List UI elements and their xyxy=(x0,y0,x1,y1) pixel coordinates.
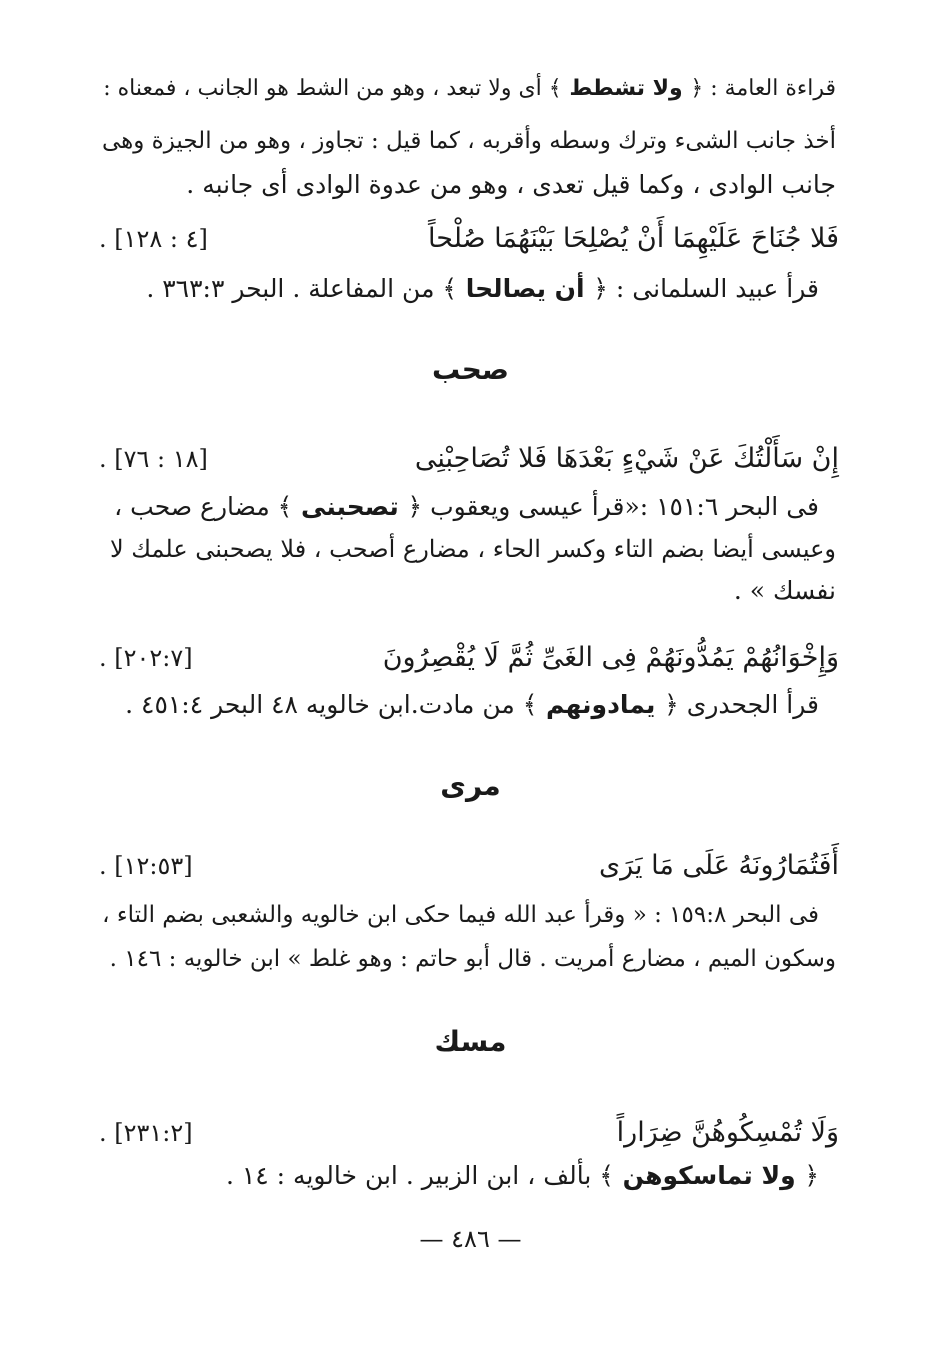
verse-reference: . [١٢:٥٣] xyxy=(99,852,193,880)
text-line: قراءة العامة : ﴿ ولا تشطط ﴾ أى ولا تبعد ، وهو من الشط هو الجانب ، فمعناه : xyxy=(103,76,836,101)
reading-note: قرأ الجحدرى ﴿ يمادونهم ﴾ من مادت.ابن خالويه ٤٨ البحر ٤٥١:٤ . xyxy=(125,690,819,719)
verse-reference: . [٢٠٢:٧] xyxy=(99,644,193,672)
section-heading: مرى xyxy=(440,769,501,802)
text-line: فى البحر ١٥١:٦ :«قرأ عيسى ويعقوب ﴿ تصحبنى ﴾ مضارع صحب ، xyxy=(114,492,819,521)
text-line: وسكون الميم ، مضارع أمريت . قال أبو حاتم : وهو غلط » ابن خالويه : ١٤٦ . xyxy=(109,946,836,972)
reading-note: قرأ عبيد السلمانى : ﴿ أن يصالحا ﴾ من المفاعلة . البحر ٣٦٣:٣ . xyxy=(146,274,819,303)
section-heading: مسك xyxy=(434,1025,507,1058)
verse-reference: . [٢٣١:٢] xyxy=(99,1119,193,1147)
quran-verse-row xyxy=(99,1113,839,1153)
quran-verse-row xyxy=(99,219,839,259)
text-line: فى البحر ١٥٩:٨ : « وقرأ عبد الله فيما حكى ابن خالويه والشعبى بضم التاء ، xyxy=(102,902,819,928)
text-line: جانب الوادى ، وكما قيل تعدى ، وهو من عدوة الوادى أى جانبه . xyxy=(186,170,836,199)
text-line: وعيسى أيضا بضم التاء وكسر الحاء ، مضارع أصحب ، فلا يصحبنى علمك لا xyxy=(109,535,836,563)
page-number: — ٤٨٦ — xyxy=(419,1225,522,1253)
quran-verse-row xyxy=(99,846,839,886)
quran-verse: فَلا جُنَاحَ عَلَيْهِمَا أَنْ يُصْلِحَا بَيْنَهُمَا صُلْحاً xyxy=(428,223,839,254)
verse-reference: . [٤ : ١٢٨] xyxy=(99,225,208,253)
verse-reference: . [١٨ : ٧٦] xyxy=(99,445,208,473)
quran-verse-row xyxy=(99,439,839,479)
quran-verse: إِنْ سَأَلْتُكَ عَنْ شَيْءٍ بَعْدَهَا فَلا تُصَاحِبْنِى xyxy=(414,443,839,474)
text-line: نفسك » . xyxy=(733,576,836,605)
text-line: أخذ جانب الشىء وترك وسطه وأقربه ، كما قيل : تجاوز ، وهو من الجيزة وهى xyxy=(101,128,836,154)
reading-note: ﴿ ولا تماسكوهن ﴾ بألف ، ابن الزبير . ابن خالويه : ١٤ . xyxy=(225,1161,819,1190)
quran-verse: وَلَا تُمْسِكُوهُنَّ ضِرَاراً xyxy=(616,1117,839,1148)
quran-verse: أَفَتُمَارُونَهُ عَلَى مَا يَرَى xyxy=(599,850,839,881)
section-heading: صحب xyxy=(432,353,509,386)
quran-verse-row xyxy=(99,638,839,678)
quran-verse: وَإِخْوَانُهُمْ يَمُدُّونَهُمْ فِى الغَىِّ ثُمَّ لَا يُقْصِرُونَ xyxy=(382,642,839,673)
